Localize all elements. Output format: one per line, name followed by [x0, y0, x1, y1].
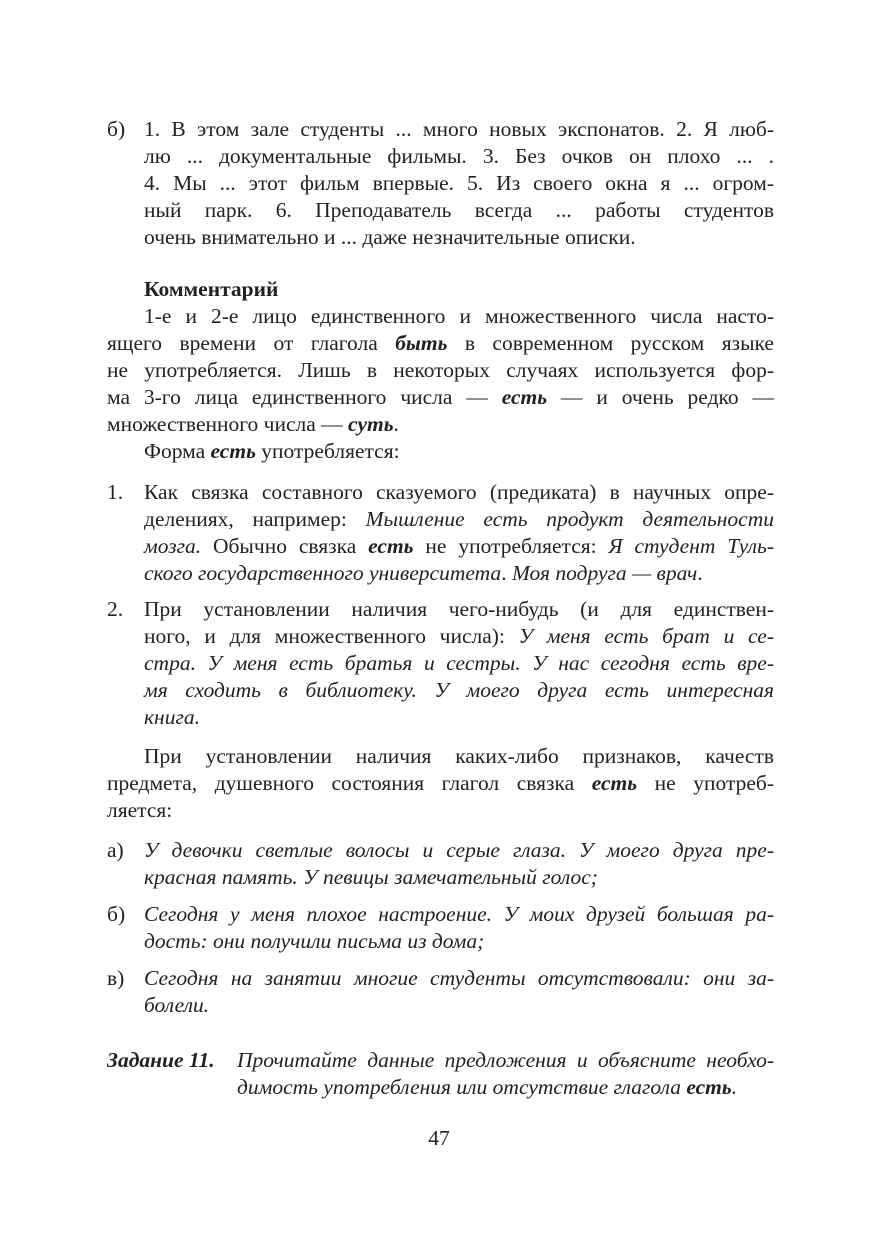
task-line-1: Прочитайте данные предложения и объясните необхо-: [237, 1048, 774, 1072]
list-item-2-line-4: мя сходить в библиотеку. У моего друга есть интересная: [144, 678, 774, 702]
commentary-line-2: ящего времени от глагола быть в современном русском языке: [107, 331, 774, 355]
list-item-1-line-2: делениях, например: Мышление есть продукт деятельности: [144, 507, 774, 531]
task-line-2: димость употребления или отсутствие глагола есть.: [237, 1075, 738, 1099]
task-label: Задание 11.: [107, 1048, 215, 1072]
qualities-line-3: ляется:: [107, 798, 173, 822]
term-est: есть: [591, 771, 638, 795]
term-est: есть: [501, 385, 548, 409]
list-item-2-marker: 2.: [107, 597, 124, 621]
term-byt: быть: [395, 331, 448, 355]
exercise-b-line-1: 1. В этом зале студенты ... много новых экспонатов. 2. Я люб-: [144, 117, 774, 141]
list-item-2-line-5: книга.: [144, 705, 200, 729]
example-a-line-2: красная память. У певицы замечательный голос;: [144, 865, 598, 889]
example-v-marker: в): [107, 966, 125, 990]
exercise-b-marker: б): [107, 117, 126, 141]
term-est: есть: [368, 534, 414, 558]
example-v-line-2: болели.: [144, 993, 210, 1017]
term-sut: суть: [348, 412, 394, 436]
list-item-1-marker: 1.: [107, 480, 124, 504]
example-b-line-1: Сегодня у меня плохое настроение. У моих друзей большая ра-: [144, 902, 774, 926]
commentary-line-1: 1-е и 2-е лицо единственного и множественного числа насто-: [144, 304, 774, 328]
commentary-line-4: ма 3-го лица единственного числа — есть — и очень редко —: [107, 385, 775, 409]
list-item-2-line-3: стра. У меня есть братья и сестры. У нас сегодня есть вре-: [144, 651, 774, 675]
page-number: 47: [428, 1126, 450, 1150]
commentary-line-3: не употребляется. Лишь в некоторых случаях используется фор-: [107, 358, 774, 382]
list-item-1-line-4: ского государственного университета. Моя подруга — врач.: [144, 561, 703, 585]
exercise-b-line-3: 4. Мы ... этот фильм впервые. 5. Из своего окна я ... огром-: [144, 171, 774, 195]
example-b-line-2: дость: они получили письма из дома;: [144, 929, 485, 953]
qualities-line-2: предмета, душевного состояния глагол связка есть не употреб-: [107, 771, 775, 795]
example-b-marker: б): [107, 902, 126, 926]
commentary-form-line: Форма есть употребляется:: [144, 439, 400, 463]
qualities-line-1: При установлении наличия каких-либо признаков, качеств: [144, 744, 774, 768]
exercise-b-line-2: лю ... документальные фильмы. 3. Без очков он плохо ... .: [144, 144, 774, 168]
exercise-b-line-5: очень внимательно и ... даже незначительные описки.: [144, 225, 636, 249]
example-a-line-1: У девочки светлые волосы и серые глаза. У моего друга пре-: [144, 838, 774, 862]
example-v-line-1: Сегодня на занятии многие студенты отсутствовали: они за-: [144, 966, 774, 990]
example-a-marker: а): [107, 838, 124, 862]
commentary-heading: Комментарий: [144, 277, 279, 301]
term-est: есть: [210, 439, 256, 463]
list-item-1-line-3: мозга. Обычно связка есть не употребляется: Я студент Туль-: [144, 534, 774, 558]
list-item-2-line-2: ного, и для множественного числа): У меня есть брат и се-: [144, 624, 774, 648]
list-item-1-line-1: Как связка составного сказуемого (предиката) в научных опре-: [144, 480, 774, 504]
list-item-2-line-1: При установлении наличия чего-нибудь (и для единствен-: [144, 597, 774, 621]
exercise-b-line-4: ный парк. 6. Преподаватель всегда ... работы студентов: [144, 198, 774, 222]
commentary-line-5: множественного числа — суть.: [107, 412, 399, 436]
term-est: есть: [686, 1075, 732, 1099]
